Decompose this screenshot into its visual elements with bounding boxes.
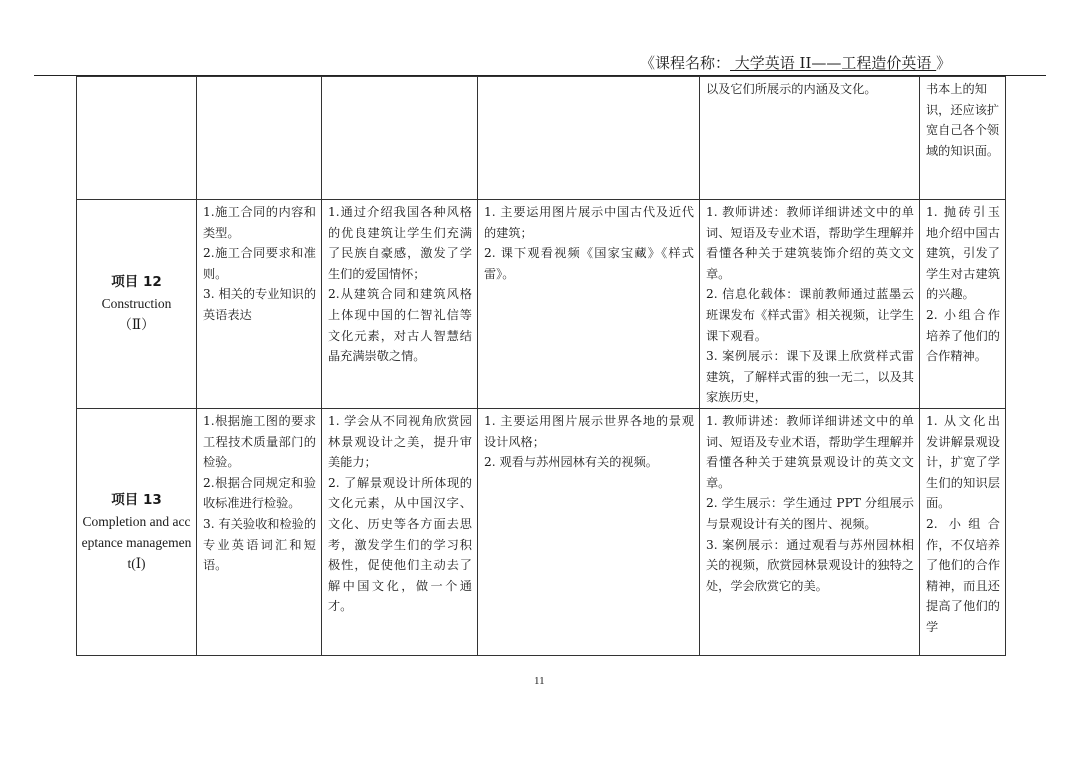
approach-cell bbox=[478, 200, 700, 409]
content-cell bbox=[197, 200, 322, 409]
project-cell bbox=[77, 200, 197, 409]
methods-cell bbox=[700, 200, 920, 409]
methods-cell bbox=[700, 408, 920, 655]
goals-cell bbox=[322, 200, 478, 409]
page-number: 11 bbox=[534, 675, 545, 687]
project-name: Construction bbox=[101, 296, 172, 312]
header-prefix: 《课程名称： bbox=[640, 54, 731, 72]
project-cell-empty bbox=[77, 77, 197, 200]
course-name: 大学英语 II——工程造价英语 bbox=[730, 54, 937, 72]
content-cell-empty bbox=[197, 77, 322, 200]
approach-cell-empty bbox=[478, 77, 700, 200]
project-part: （Ⅱ） bbox=[118, 317, 155, 333]
goals-text: 1.通过介绍我国各种风格的优良建筑让学生们充满了民族自豪感，激发了学生们的爱国情怀； 2.从建筑合同和建筑风格上体现中国的仁智礼信等文化元素，对古人智慧结晶充满崇敬之情。 bbox=[328, 205, 472, 364]
table-row-project-13 bbox=[77, 408, 1006, 655]
methods-text: 1. 教师讲述：教师详细讲述文中的单词、短语及专业术语，帮助学生理解并看懂各种关于建筑景观设计的英文文章。 2. 学生展示：学生通过 PPT 分组展示与景观设计有关的图片、视频。 3. 案例展示：通过观看与苏州园林相关的视频，欣赏园林景观设计的独特之处，学会欣赏它的美。 bbox=[706, 413, 914, 593]
page-header bbox=[640, 54, 951, 72]
table-row-continued bbox=[77, 77, 1006, 200]
effect-cell bbox=[920, 408, 1006, 655]
project-title: 项目 12 bbox=[111, 274, 162, 291]
goals-text: 1. 学会从不同视角欣赏园林景观设计之美，提升审美能力； 2. 了解景观设计所体现的文化元素，从中国汉字、文化、历史等各方面去思考，激发学生们的学习积极性，促使他们主动去了解中国文化，做一个通才。 bbox=[328, 413, 472, 614]
content-text: 1.根据施工图的要求工程技术质量部门的检验。 2.根据合同规定和验收标准进行检验。 3. 有关验收和检验的专业英语词汇和短语。 bbox=[203, 413, 317, 573]
approach-cell bbox=[478, 408, 700, 655]
goals-cell-empty bbox=[322, 77, 478, 200]
effect-text: 1. 从文化出发讲解景观设计，扩宽了学生们的知识层面。 2. 小组合作，不仅培养了他们的合作精神，而且还提高了他们的学 bbox=[926, 413, 1000, 634]
effect-text: 1. 抛砖引玉地介绍中国古建筑，引发了学生对古建筑的兴趣。 2. 小组合作培养了他们的合作精神。 bbox=[926, 205, 1000, 364]
approach-text: 1. 主要运用图片展示中国古代及近代的建筑； 2. 课下观看视频《国家宝藏》《样式雷》。 bbox=[484, 205, 694, 281]
project-title: 项目 13 bbox=[111, 491, 162, 508]
methods-text: 1. 教师讲述：教师详细讲述文中的单词、短语及专业术语，帮助学生理解并看懂各种关于建筑装饰介绍的英文文章。 2. 信息化载体：课前教师通过蓝墨云班课发布《样式雷》相关视频，让学生课下观看。 3. 案例展示：课下及课上欣赏样式雷建筑，了解样式雷的独一无二，以及其家族历史， bbox=[706, 205, 914, 405]
table-row-project-12 bbox=[77, 200, 1006, 409]
approach-text: 1. 主要运用图片展示世界各地的景观设计风格； 2. 观看与苏州园林有关的视频。 bbox=[484, 413, 694, 470]
effect-cell bbox=[920, 200, 1006, 409]
effect-cell: 书本上的知识，还应该扩宽自己各个领域的知识面。 bbox=[920, 77, 1006, 200]
content-cell bbox=[197, 408, 322, 655]
course-table bbox=[76, 76, 1006, 656]
content-text: 1.施工合同的内容和类型。 2.施工合同要求和准则。 3. 相关的专业知识的英语表达 bbox=[203, 205, 317, 322]
header-suffix: 》 bbox=[936, 54, 952, 72]
goals-cell bbox=[322, 408, 478, 655]
project-name: Completion and acceptance management(Ⅰ) bbox=[81, 513, 192, 571]
project-cell bbox=[77, 408, 197, 655]
methods-cell: 以及它们所展示的内涵及文化。 bbox=[700, 77, 920, 200]
